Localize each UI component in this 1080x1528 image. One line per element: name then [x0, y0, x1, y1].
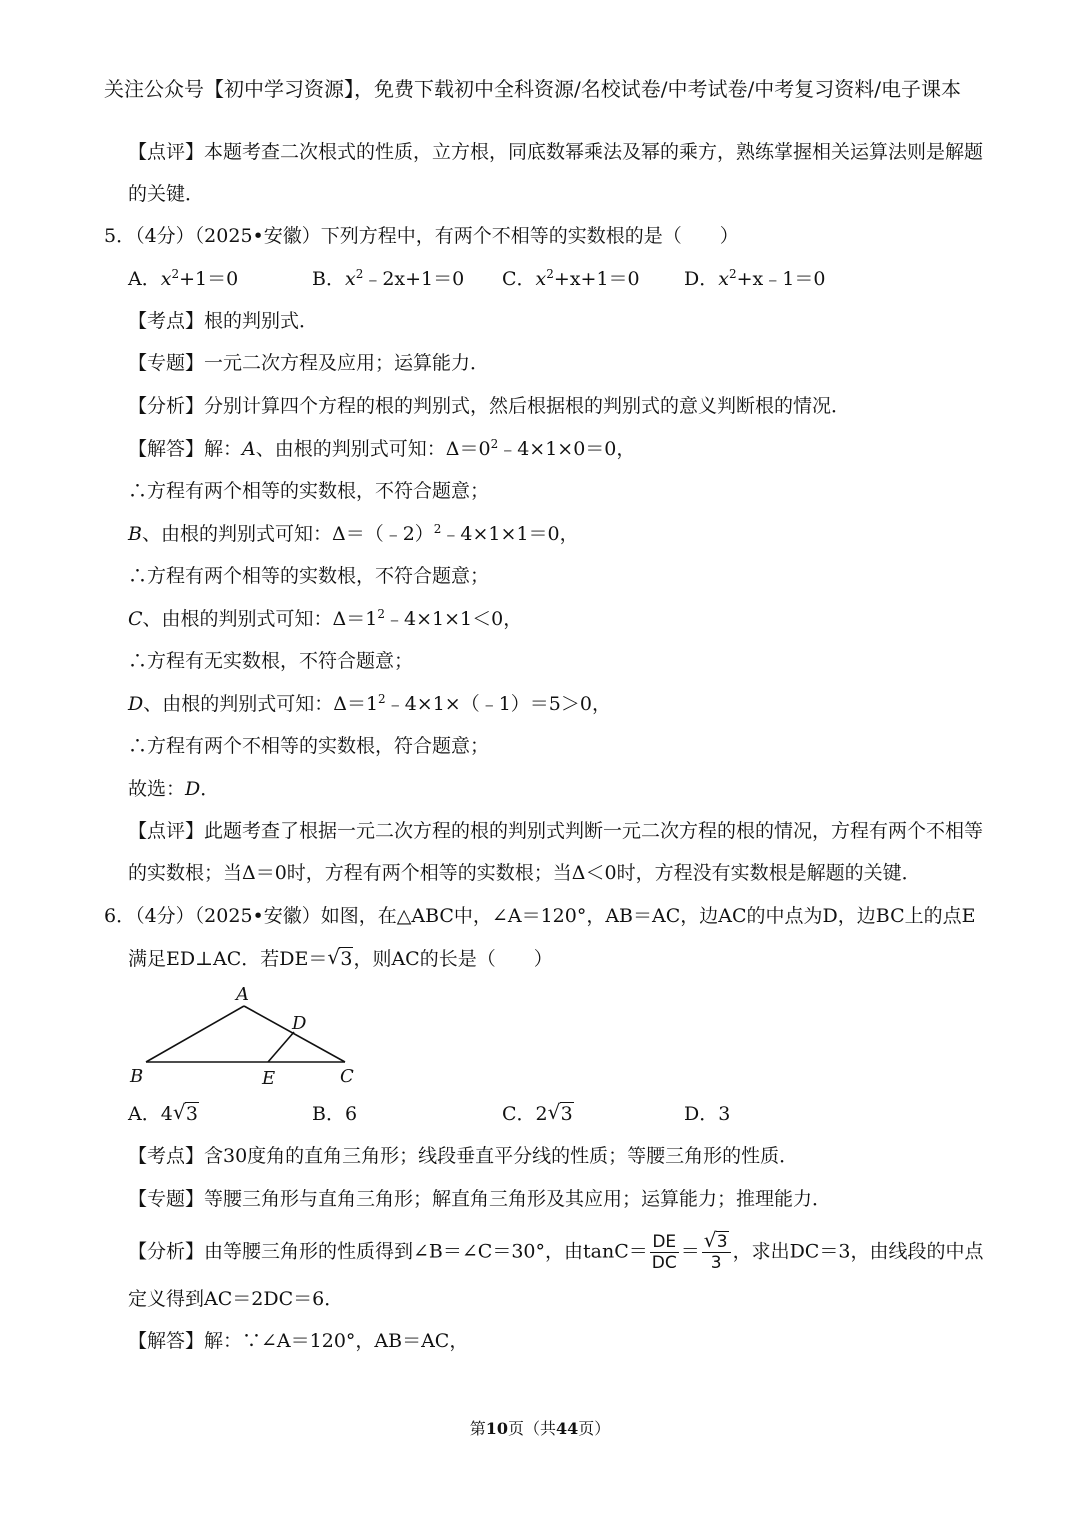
q6-option-a[interactable]: A．4 √ 3	[128, 1100, 198, 1125]
q5-option-c[interactable]: C．$x^2+x+1=0$	[502, 267, 640, 290]
q6-option-d[interactable]: D．3	[684, 1103, 731, 1125]
q6-fenxi-line2: 定义得到AC＝2DC＝6．	[128, 1288, 344, 1310]
q6-zhuanti: 【专题】等腰三角形与直角三角形；解直角三角形及其应用；运算能力；推理能力．	[128, 1188, 832, 1210]
q5-jieda-b: B、由根的判别式可知：Δ＝（﹣2）$^2$﹣4×1×1＝0，	[128, 522, 579, 545]
q5-conclusion-d: ∴方程有两个不相等的实数根，符合题意；	[128, 735, 490, 757]
q5-conclusion-c: ∴方程有无实数根，不符合题意；	[128, 650, 414, 672]
q5-option-b[interactable]: B．$x^2﹣2x+1=0$	[312, 267, 465, 290]
side-ab	[146, 1006, 244, 1062]
label-a: A	[236, 984, 249, 1005]
label-e: E	[262, 1068, 276, 1088]
q6-option-b[interactable]: B．6	[312, 1103, 358, 1125]
q5-zhuanti: 【专题】一元二次方程及应用；运算能力．	[128, 352, 490, 374]
q6-jieda: 【解答】解：∵∠A＝120°，AB＝AC，	[128, 1330, 469, 1352]
page-header: 关注公众号【初中学习资源】，免费下载初中全科资源/名校试卷/中考试卷/中考复习资料/电子课本	[104, 77, 961, 101]
q5-fenxi: 【分析】分别计算四个方程的根的判别式，然后根据根的判别式的意义判断根的情况．	[128, 395, 851, 417]
q6-fenxi-line1: 【分析】由等腰三角形的性质得到∠B＝∠C＝30°，由tanC＝ $\frac{DE}{DC}$ ＝ √ 3 3 ，求出DC＝3，由线段的中点	[128, 1228, 984, 1273]
q5-review-line1: 【点评】此题考查了根据一元二次方程的根的判别式判断一元二次方程的根的情况，方程有两个不相等	[128, 820, 984, 842]
q5-review-line2: 的实数根；当Δ＝0时，方程有两个相等的实数根；当Δ＜0时，方程没有实数根是解题的关键．	[128, 862, 921, 884]
sqrt-symbol: √ 3	[327, 945, 353, 970]
label-b: B	[130, 1066, 144, 1087]
q6-option-c[interactable]: C．2 √ 3	[502, 1100, 573, 1125]
q6-kaodian: 【考点】含30度角的直角三角形；线段垂直平分线的性质；等腰三角形的性质．	[128, 1145, 799, 1167]
q5-answer: 故选：D．	[128, 778, 220, 800]
q5-jieda-a: 【解答】解：A、由根的判别式可知：$\Delta=0^2﹣4\times 1\times 0=0$，	[128, 437, 636, 460]
segment-ed	[268, 1032, 294, 1062]
q5-jieda-c: C、由根的判别式可知：$\Delta=1^2﹣4\times 1\times 1<0$，	[128, 607, 523, 630]
q6-stem-line2: 满足ED⊥AC．若DE＝ √ 3，则AC的长是（ ）	[128, 945, 553, 970]
q5-conclusion-a: ∴方程有两个相等的实数根，不符合题意；	[128, 480, 490, 502]
q5-kaodian: 【考点】根的判别式．	[128, 310, 319, 332]
q5-jieda-d: D、由根的判别式可知：$\Delta=1^2﹣4\times 1\times(﹣1)=5>0$，	[128, 692, 611, 715]
label-d: D	[292, 1013, 307, 1034]
q6-stem-line1: 6．（4分）（2025•安徽）如图，在△ABC中，∠A＝120°，AB＝AC，边AC的中点为D，边BC上的点E	[104, 905, 976, 927]
prev-review-line1: 【点评】本题考查二次根式的性质，立方根，同底数幂乘法及幂的乘方，熟练掌握相关运算法则是解题	[128, 141, 984, 163]
fraction-de-dc: $\frac{DE}{DC}$	[651, 1232, 677, 1273]
page-footer: 第10页（共44页）	[469, 1419, 611, 1438]
q5-stem: 5．（4分）（2025•安徽）下列方程中，有两个不相等的实数根的是（ ）	[104, 225, 739, 247]
q5-conclusion-b: ∴方程有两个相等的实数根，不符合题意；	[128, 565, 490, 587]
fraction-sqrt3-3: √ 3 3	[702, 1232, 731, 1273]
q5-option-d[interactable]: D．$x^2+x﹣1=0$	[684, 267, 826, 290]
prev-review-line2: 的关键．	[128, 183, 205, 205]
q5-option-a[interactable]: A．$x^2+1=0$	[128, 267, 239, 290]
triangle-figure	[120, 980, 370, 1088]
label-c: C	[340, 1066, 354, 1087]
